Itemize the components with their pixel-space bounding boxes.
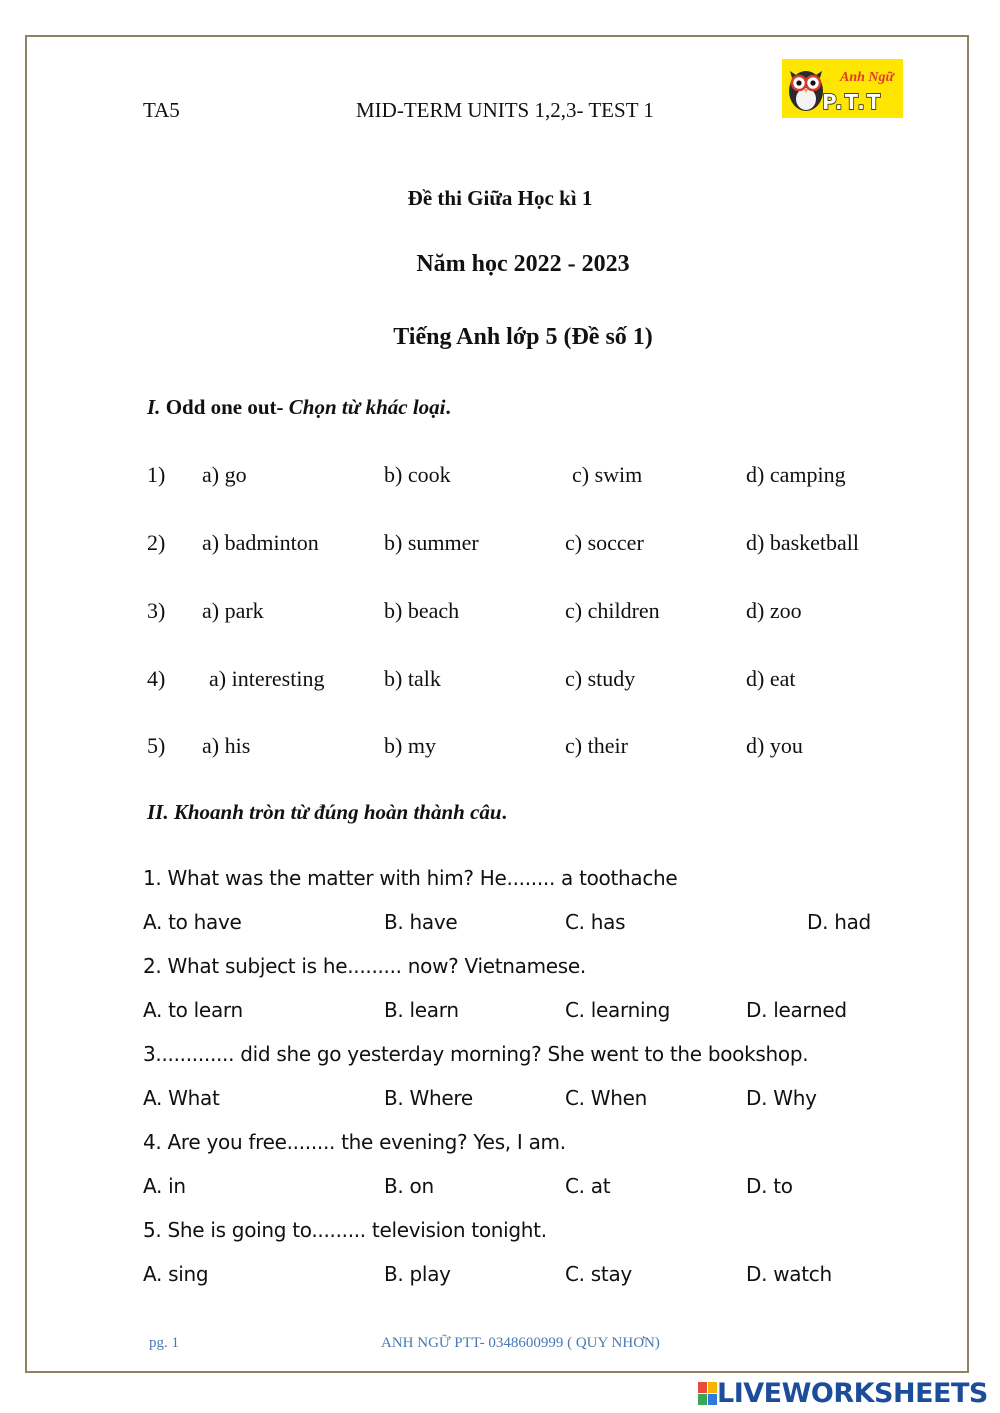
mc5-option-a[interactable]: A. sing	[143, 1262, 209, 1286]
mc3-option-b[interactable]: B. Where	[384, 1086, 473, 1110]
q5-option-a[interactable]: a) his	[202, 733, 251, 758]
q2-option-d[interactable]: d) basketball	[746, 530, 860, 555]
q1-option-c[interactable]: c) swim	[572, 462, 643, 487]
header-test-title: MID-TERM UNITS 1,2,3- TEST 1	[356, 98, 654, 122]
q4-option-a[interactable]: a) interesting	[209, 666, 325, 691]
ptt-logo	[782, 59, 903, 118]
mc4-question: 4. Are you free........ the evening? Yes, I am.	[143, 1130, 566, 1154]
q4-option-c[interactable]: c) study	[565, 666, 636, 691]
liveworksheets-brand[interactable]: LIVEWORKSHEETS	[717, 1378, 988, 1409]
mc5-option-c[interactable]: C. stay	[565, 1262, 632, 1286]
mc1-question: 1. What was the matter with him? He........ a toothache	[143, 866, 678, 890]
mc4-option-d[interactable]: D. to	[746, 1174, 793, 1198]
q3-option-a[interactable]: a) park	[202, 598, 264, 623]
mc5-option-d[interactable]: D. watch	[746, 1262, 832, 1286]
q2-number: 2)	[147, 530, 166, 555]
q4-option-b[interactable]: b) talk	[384, 666, 441, 691]
mc2-option-c[interactable]: C. learning	[565, 998, 670, 1022]
section1-heading	[147, 395, 451, 420]
mc3-option-a[interactable]: A. What	[143, 1086, 220, 1110]
q5-option-c[interactable]: c) their	[565, 733, 628, 758]
mc4-option-b[interactable]: B. on	[384, 1174, 434, 1198]
q4-option-d[interactable]: d) eat	[746, 666, 796, 691]
school-year: Năm học 2022 - 2023	[416, 251, 630, 277]
q1-option-d[interactable]: d) camping	[746, 462, 846, 487]
mc4-option-a[interactable]: A. in	[143, 1174, 186, 1198]
footer-page-number: pg. 1	[149, 1335, 179, 1351]
mc5-option-b[interactable]: B. play	[384, 1262, 451, 1286]
page-border	[25, 35, 969, 1373]
mc2-option-d[interactable]: D. learned	[746, 998, 847, 1022]
q3-number: 3)	[147, 598, 166, 623]
logo-line1: Anh Ngữ	[840, 70, 894, 85]
mc4-option-c[interactable]: C. at	[565, 1174, 611, 1198]
q5-option-d[interactable]: d) you	[746, 733, 803, 758]
subject-title: Tiếng Anh lớp 5 (Đề số 1)	[393, 324, 653, 350]
q2-option-a[interactable]: a) badminton	[202, 530, 319, 555]
q5-number: 5)	[147, 733, 166, 758]
q3-option-c[interactable]: c) children	[565, 598, 660, 623]
owl-icon	[789, 71, 823, 111]
q3-option-b[interactable]: b) beach	[384, 598, 460, 623]
exam-title: Đề thi Giữa Học kì 1	[407, 186, 593, 210]
q1-option-b[interactable]: b) cook	[384, 462, 451, 487]
mc2-option-a[interactable]: A. to learn	[143, 998, 243, 1022]
q3-option-d[interactable]: d) zoo	[746, 598, 802, 623]
mc5-question: 5. She is going to......... television tonight.	[143, 1218, 547, 1242]
footer-center-text: ANH NGỮ PTT- 0348600999 ( QUY NHƠN)	[381, 1335, 660, 1351]
q5-option-b[interactable]: b) my	[384, 733, 436, 758]
q2-option-c[interactable]: c) soccer	[565, 530, 644, 555]
mc2-question: 2. What subject is he......... now? Vietnamese.	[143, 954, 586, 978]
q1-number: 1)	[147, 462, 166, 487]
mc1-option-d[interactable]: D. had	[807, 910, 871, 934]
section1-number: I.	[147, 395, 161, 419]
section2-end: .	[501, 800, 507, 824]
mc3-option-c[interactable]: C. When	[565, 1086, 648, 1110]
mc2-option-b[interactable]: B. learn	[384, 998, 459, 1022]
mc1-option-a[interactable]: A. to have	[143, 910, 242, 934]
section2-heading	[147, 800, 507, 825]
mc3-question: 3............. did she go yesterday morning? She went to the bookshop.	[143, 1042, 809, 1066]
liveworksheets-logo-icon	[698, 1380, 718, 1408]
q1-option-a[interactable]: a) go	[202, 462, 247, 487]
section1-subtitle: Chọn từ khác loại	[288, 395, 446, 419]
mc1-option-c[interactable]: C. has	[565, 910, 626, 934]
header-code: TA5	[143, 98, 180, 122]
q4-number: 4)	[147, 666, 166, 691]
section1-end: .	[445, 395, 451, 419]
logo-line2: P.T.T	[822, 90, 883, 114]
section2-title: II. Khoanh tròn từ đúng hoàn thành câu	[147, 800, 502, 824]
mc1-option-b[interactable]: B. have	[384, 910, 458, 934]
q2-option-b[interactable]: b) summer	[384, 530, 479, 555]
mc3-option-d[interactable]: D. Why	[746, 1086, 817, 1110]
section1-title: Odd one out-	[165, 395, 284, 419]
